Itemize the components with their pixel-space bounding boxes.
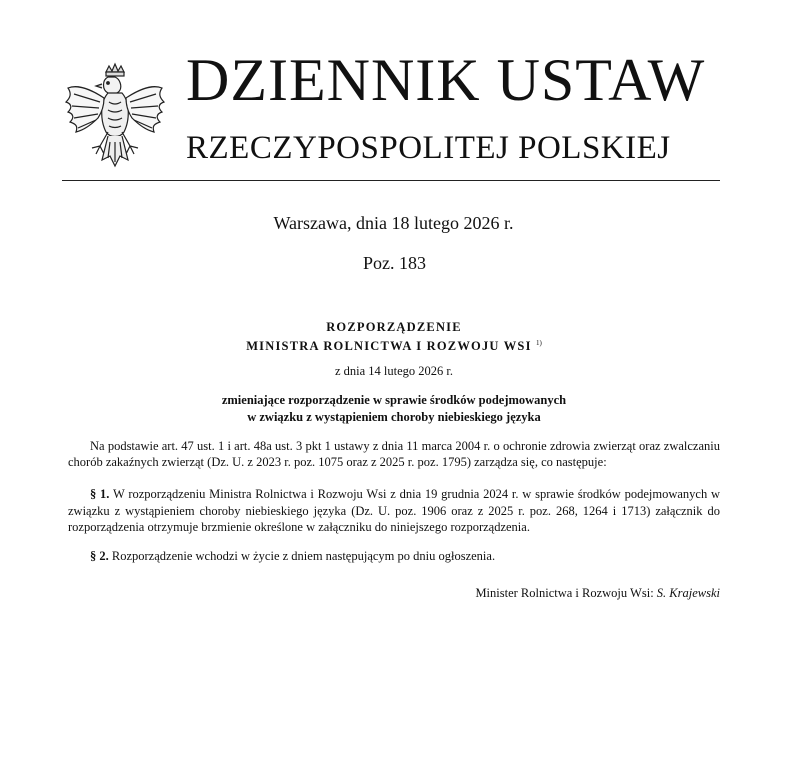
- act-body: [68, 320, 720, 602]
- signature-block: [68, 586, 720, 602]
- white-eagle-emblem-icon: [62, 62, 168, 178]
- section-1: [68, 486, 720, 536]
- act-date: z dnia 14 lutego 2026 r.: [334, 364, 454, 379]
- gazette-subtitle: RZECZYPOSPOLITEJ POLSKIEJ: [186, 130, 671, 166]
- act-subject-line: zmieniające rozporządzenie w sprawie środków podejmowanych: [221, 392, 567, 407]
- act-issuer: [68, 339, 720, 355]
- signatory-name: S. Krajewski: [656, 585, 720, 600]
- masthead-divider: [62, 180, 720, 181]
- act-subject: [68, 392, 720, 426]
- signatory-role: Minister Rolnictwa i Rozwoju Wsi:: [475, 585, 654, 600]
- section-mark: § 2.: [90, 549, 109, 564]
- footnote-mark: 1): [535, 338, 542, 347]
- section-text: W rozporządzeniu Ministra Rolnictwa i Rozwoju Wsi z dnia 19 grudnia 2024 r. w sprawie środków podejmowanych w związku z wystąpieniem choroby niebieskiego języka (Dz. U. poz. 1906 oraz z 2025 r. poz. 268, 1264 i 1713) załącznik do rozporządzenia otrzymuje brzmienie określone w załączniku do niniejszego rozporządzenia.: [68, 486, 720, 535]
- section-mark: § 1.: [90, 486, 110, 501]
- issuer-name: MINISTRA ROLNICTWA I ROZWOJU WSI: [246, 338, 532, 353]
- preamble: Na podstawie art. 47 ust. 1 i art. 48a ust. 3 pkt 1 ustawy z dnia 11 marca 2004 r. o ochronie zdrowia zwierząt oraz zwalczaniu chorób zakaźnych zwierząt (Dz. U. z 2023 r. poz. 1075 oraz z 2025 r. poz. 1795) zarządza się, co następuje:: [68, 438, 720, 470]
- position-number: Poz. 183: [363, 253, 426, 273]
- act-subject-line: w związku z wystąpieniem choroby niebieskiego języka: [247, 409, 541, 424]
- section-text: Rozporządzenie wchodzi w życie z dniem następującym po dniu ogłoszenia.: [111, 549, 496, 564]
- dateline-text: Warszawa, dnia 18 lutego 2026 r.: [273, 213, 514, 233]
- section-2: [68, 548, 720, 565]
- act-type: ROZPORZĄDZENIE: [326, 320, 462, 334]
- gazette-title: DZIENNIK USTAW: [186, 47, 706, 113]
- publication-dateline: [0, 213, 789, 234]
